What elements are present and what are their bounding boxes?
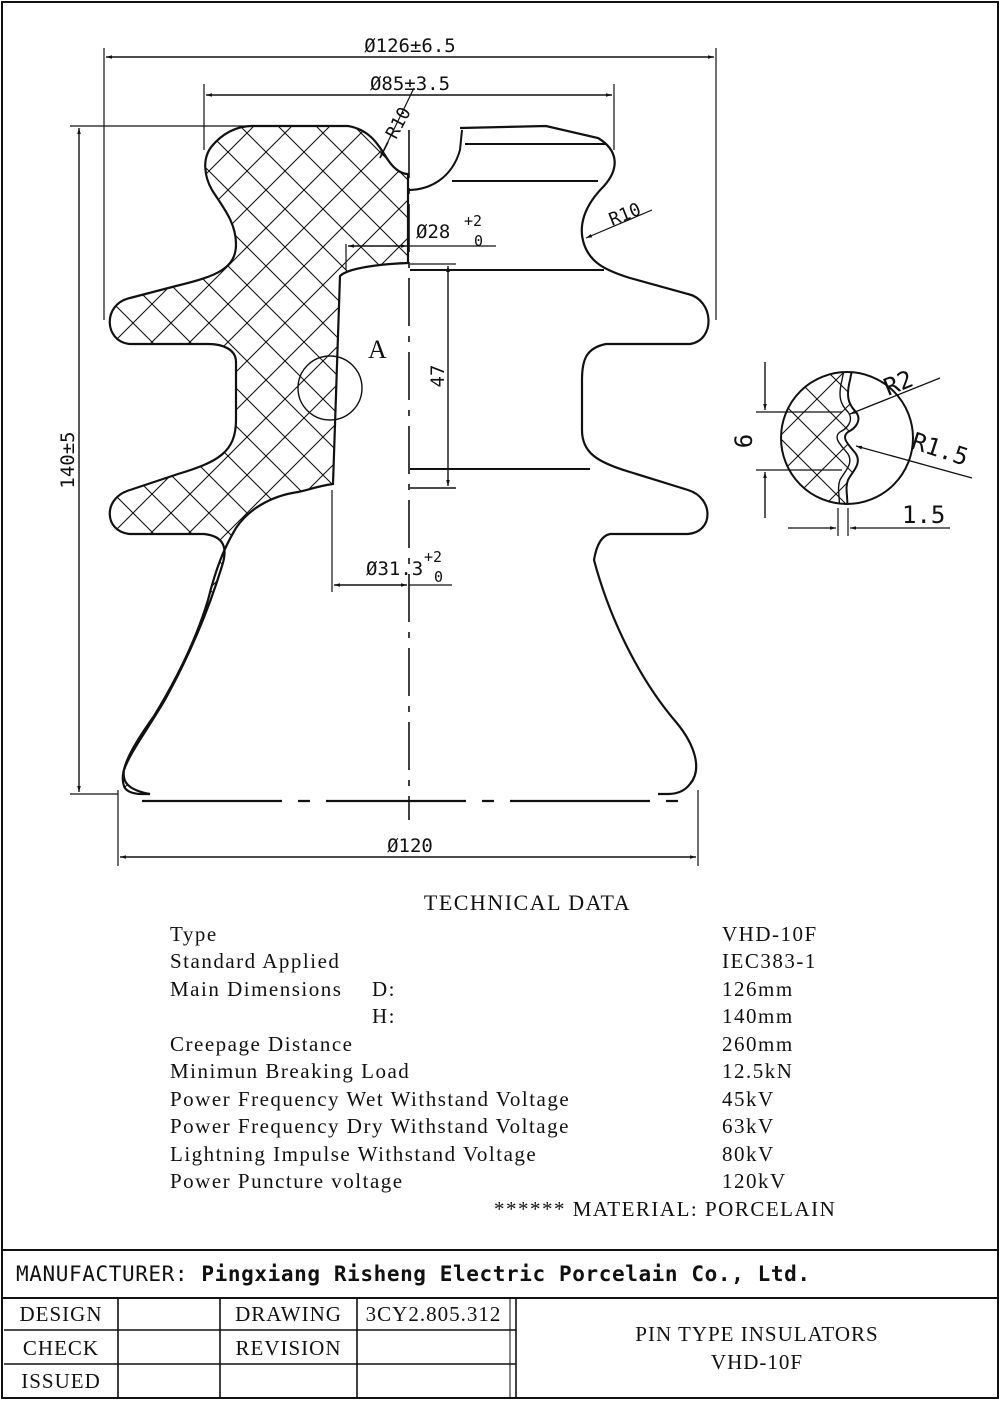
dim-radius-side: R10 <box>606 198 645 231</box>
tech-row <box>0 1087 1000 1114</box>
detail-dim-pitch: 6 <box>730 433 758 449</box>
tech-row-value: 260mm <box>722 1032 794 1056</box>
detail-dim-r-inner: R1.5 <box>908 427 972 472</box>
tech-row-label: Power Frequency Wet Withstand Voltage <box>170 1087 571 1111</box>
tech-row-label: Minimun Breaking Load <box>170 1059 411 1083</box>
check-label: CHECK <box>22 1336 100 1360</box>
dim-height: 140±5 <box>57 431 79 489</box>
detail-a-view <box>730 360 972 536</box>
tech-row-label: Type <box>170 922 218 946</box>
dim-shed-diameter: Ø85±3.5 <box>369 73 451 95</box>
dim-hole-bottom-tol-lower: 0 <box>434 568 444 586</box>
dim-radius-top: R10 <box>381 103 416 143</box>
tech-row <box>0 977 1000 1004</box>
dim-overall-diameter: Ø126±6.5 <box>364 35 456 57</box>
manufacturer-label: MANUFACTURER: <box>16 1262 189 1286</box>
tech-row-sublabel: D: <box>372 977 396 1001</box>
tech-row-label: Creepage Distance <box>170 1032 354 1056</box>
tech-row-value: 120kV <box>722 1169 787 1193</box>
manufacturer-name: Pingxiang Risheng Electric Porcelain Co., Ltd. <box>201 1262 811 1286</box>
tech-row <box>0 1059 1000 1086</box>
tech-row-label: Lightning Impulse Withstand Voltage <box>170 1142 538 1166</box>
design-label: DESIGN <box>19 1302 103 1326</box>
dim-base-diameter: Ø120 <box>387 835 433 857</box>
insulator-outline-right <box>460 126 709 794</box>
tech-row <box>0 1169 1000 1196</box>
dim-hole-top: Ø28 <box>416 221 451 243</box>
dim-hole-bottom: Ø31.3 <box>366 558 424 580</box>
tech-row-value: VHD-10F <box>722 922 818 946</box>
tech-row <box>0 949 1000 976</box>
tech-row-value: 12.5kN <box>722 1059 794 1083</box>
technical-data-title: TECHNICAL DATA <box>423 890 632 915</box>
product-model: VHD-10F <box>710 1350 804 1374</box>
detail-label-a: A <box>368 335 387 364</box>
tech-row-sublabel: H: <box>372 1004 396 1028</box>
manufacturer-line <box>16 1262 811 1286</box>
tech-row-label: Power Frequency Dry Withstand Voltage <box>170 1114 570 1138</box>
drawing-label: DRAWING <box>235 1302 342 1326</box>
insulator-section <box>110 126 408 794</box>
technical-data <box>0 888 1000 1233</box>
dim-thread-length: 47 <box>427 364 449 388</box>
dim-hole-top-tol-lower: 0 <box>474 232 484 250</box>
dim-hole-top-tol-upper: +2 <box>464 212 483 230</box>
revision-label: REVISION <box>235 1336 342 1360</box>
tech-row <box>0 1142 1000 1169</box>
tech-row-value: IEC383-1 <box>722 949 817 973</box>
tech-row <box>0 1032 1000 1059</box>
drawing-number: 3CY2.805.312 <box>365 1302 502 1326</box>
dim-hole-bottom-tol-upper: +2 <box>424 548 443 566</box>
tech-row-value: 63kV <box>722 1114 775 1138</box>
detail-dim-r-outer: R2 <box>879 364 918 402</box>
material-note: ****** MATERIAL: PORCELAIN <box>494 1197 837 1221</box>
tech-row <box>0 922 1000 949</box>
tech-row-label: Power Puncture voltage <box>170 1169 404 1193</box>
tech-row-value: 80kV <box>722 1142 775 1166</box>
tech-row <box>0 1114 1000 1141</box>
product-title: PIN TYPE INSULATORS <box>635 1322 879 1346</box>
tech-row-value: 140mm <box>722 1004 794 1028</box>
tech-row-label: Standard Applied <box>170 949 341 973</box>
issued-label: ISSUED <box>21 1369 101 1393</box>
detail-dim-depth: 1.5 <box>902 501 946 529</box>
tech-row <box>0 1004 1000 1031</box>
tech-row-value: 126mm <box>722 977 794 1001</box>
tech-row-value: 45kV <box>722 1087 775 1111</box>
tech-row-label: Main Dimensions <box>170 977 343 1001</box>
